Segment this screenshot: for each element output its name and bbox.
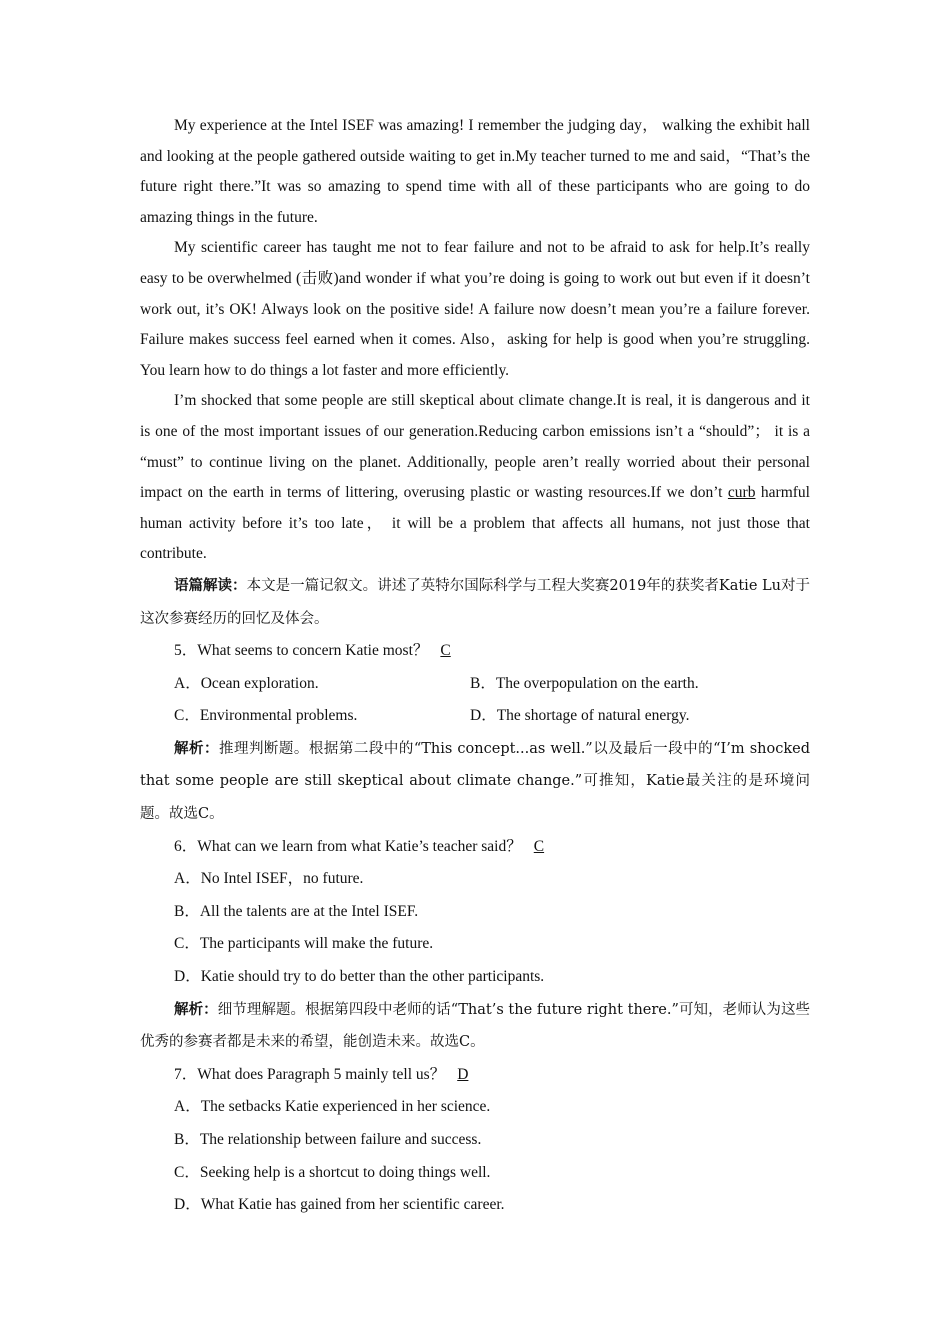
passage-paragraph-2: My scientific career has taught me not to fear failure and not to be afraid to ask for help.It’s really easy to be overwhelmed (击败)and wonder if what you’re doing is going to work out but even if it doesn’t work out, it’s OK! Always look on the positive side! A failure now doesn’t mean you’re a failure forever. Failure makes success feel earned when it comes. Also，asking for help is good when you’re struggling. You learn how to do things a lot faster and more efficiently. (140, 239, 810, 379)
question-6-analysis (140, 994, 810, 1059)
question-stem-text: 7．What does Paragraph 5 mainly tell us？ (174, 1065, 446, 1083)
paragraph-3-text-before: I’m shocked that some people are still skeptical about climate change.It is real, it is dangerous and it is one of the most important issues of our generation.Reducing carbon emissions isn’t a “should”； it is a “must” to continue living on the planet. Additionally, people aren’t really worried about their personal impact on the earth in terms of littering, overusing plastic or wasting resources.If we don’t (140, 392, 810, 502)
option-b: B．The relationship between failure and success. (174, 1131, 482, 1148)
answer-blank: C (533, 837, 545, 855)
option-a: A．Ocean exploration. (174, 674, 319, 692)
option-b: B．The overpopulation on the earth. (470, 674, 699, 692)
option-c: C．Seeking help is a shortcut to doing things well. (174, 1163, 491, 1181)
document-page (140, 111, 810, 1222)
option-c: C．The participants will make the future. (174, 935, 434, 953)
option-a: A．No Intel ISEF，no future. (174, 870, 364, 888)
option-a: A．The setbacks Katie experienced in her science. (174, 1098, 491, 1116)
underlined-word-curb: curb (727, 484, 756, 502)
option-c: C．Environmental problems. (174, 707, 358, 725)
question-5-analysis (140, 733, 810, 831)
option-b: B．All the talents are at the Intel ISEF. (174, 902, 419, 920)
question-5-options-row-2 (140, 700, 810, 733)
option-d: D．Katie should try to do better than the other participants. (174, 968, 545, 986)
reading-note-label: 语篇解读： (174, 577, 247, 594)
analysis-label: 解析： (174, 740, 219, 757)
option-d: D．What Katie has gained from her scientific career. (174, 1196, 505, 1214)
question-5-stem (140, 635, 810, 668)
question-stem-text: 6．What can we learn from what Katie’s teacher said？ (174, 837, 522, 855)
answer-blank: D (457, 1065, 469, 1083)
question-7-stem (140, 1059, 810, 1092)
analysis-label: 解析： (174, 1001, 218, 1018)
question-6-stem (140, 831, 810, 864)
reading-note (140, 570, 810, 635)
paragraph-3-text-after: harmful human activity before it’s too late， it will be a problem that affects all humans, not just those that contribute. (140, 484, 810, 563)
option-d: D．The shortage of natural energy. (470, 707, 690, 725)
analysis-text: 推理判断题。根据第二段中的“This concept...as well.”以及最后一段中的“I’m shocked that some people are still skeptical about climate change.”可推知，Katie最关注的是环境问题。故选C。 (140, 740, 810, 823)
reading-note-text: 本文是一篇记叙文。讲述了英特尔国际科学与工程大奖赛2019年的获奖者Katie Lu对于这次参赛经历的回忆及体会。 (140, 577, 811, 627)
answer-blank: C (440, 642, 451, 660)
question-stem-text: 5．What seems to concern Katie most？ (174, 642, 429, 660)
passage-paragraph-3 (140, 386, 810, 570)
question-5-options-row-1 (140, 668, 810, 701)
analysis-text: 细节理解题。根据第四段中老师的话“That’s the future right there.”可知，老师认为这些优秀的参赛者都是未来的希望，能创造未来。故选C。 (140, 1001, 811, 1051)
passage-paragraph-1: My experience at the Intel ISEF was amazing! I remember the judging day， walking the exhibit hall and looking at the people gathered outside waiting to get in.My teacher turned to me and said，“That’s the future right there.”It was so amazing to spend time with all of these participants who are going to do amazing things in the future. (140, 117, 810, 226)
